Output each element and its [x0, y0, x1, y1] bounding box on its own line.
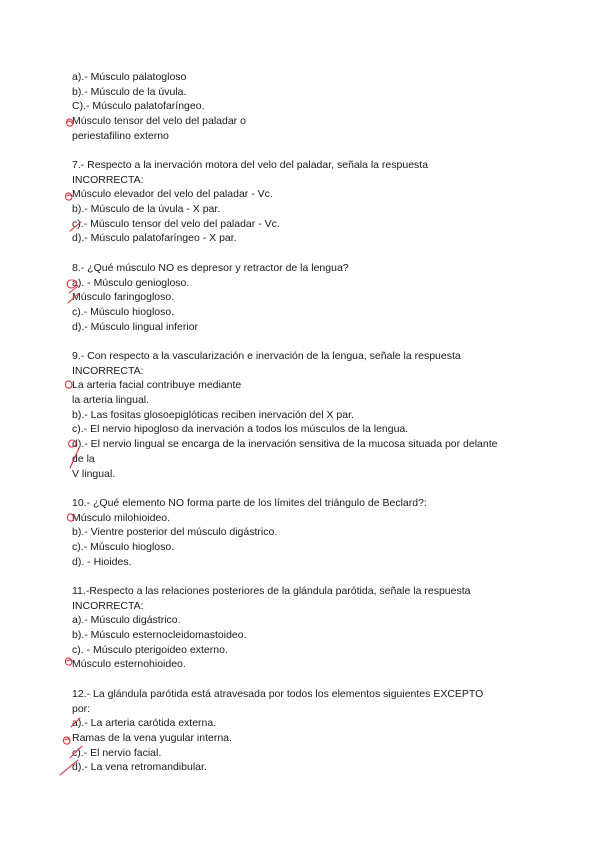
option-d: d).- La vena retromandibular. [72, 761, 207, 774]
answer-circle-mark [67, 280, 78, 293]
strike-mark [70, 222, 81, 231]
option-a-line-2: la arteria lingual. [72, 394, 150, 407]
answer-circle-mark [65, 193, 72, 200]
question-stem-line-2: INCORRECTA: [72, 599, 144, 612]
option-c: c).- Músculo tensor del velo del paladar - Vc. [72, 217, 280, 230]
option-d: d).- Músculo palatofaríngeo - X par. [72, 232, 237, 245]
option-a: a).- Músculo digástrico. [72, 614, 181, 627]
strike-mark [60, 746, 82, 775]
question-stem-line-2: INCORRECTA: [72, 364, 144, 377]
option-a: a). - Músculo geniogloso. [72, 276, 190, 289]
question-stem: 8.- ¿Qué músculo NO es depresor y retractor de la lengua? [72, 262, 349, 274]
strike-mark [68, 294, 78, 303]
option-d: Músculo esternohioideo. [72, 658, 186, 671]
question-stem-line-1: 11.-Respecto a las relaciones posteriores de la glándula parótida, señale la respuesta [72, 585, 471, 597]
option-b: b).- Vientre posterior del músculo digástrico. [72, 526, 278, 539]
option-c: c).- El nervio facial. [72, 746, 162, 759]
option-d-line-1: Músculo tensor del velo del paladar o [72, 115, 246, 128]
question-stem-line-1: 12.- La glándula parótida está atravesada por todos los elementos siguientes EXCEPTO [72, 688, 484, 700]
answer-circle-mark [63, 737, 70, 744]
option-d-line-3: V lingual. [72, 467, 116, 480]
option-a: a).- Músculo palatogloso [72, 71, 187, 83]
option-a: a).- La arteria carótida externa. [72, 717, 217, 730]
option-b: b).- Las fositas glosoepiglóticas reciben inervación del X par. [72, 408, 354, 421]
option-b: b).- Músculo de la úvula - X par. [72, 203, 221, 216]
option-c: C).- Músculo palatofaríngeo. [72, 100, 205, 113]
option-d-line-2: de la [72, 452, 95, 465]
answer-circle-mark [65, 381, 72, 388]
option-a: Músculo elevador del velo del paladar - Vc. [72, 188, 273, 201]
option-c: c). - Músculo pterigoideo externo. [72, 643, 228, 656]
option-b: b).- Músculo de la úvula. [72, 85, 187, 98]
option-b: b).- Músculo esternocleidomastoideo. [72, 629, 247, 642]
question-stem: 10.- ¿Qué elemento NO forma parte de los límites del triángulo de Beclard?: [72, 497, 427, 509]
question-stem-line-1: 9.- Con respecto a la vascularización e inervación de la lengua, señale la respuesta [72, 350, 461, 362]
answer-circle-mark [69, 440, 80, 468]
answer-circle-mark [65, 658, 72, 665]
option-c: c).- El nervio hipogloso da inervación a todos los músculos de la lengua. [72, 423, 409, 436]
question-stem-line-1: 7.- Respecto a la inervación motora del velo del paladar, señala la respuesta [72, 159, 429, 171]
question-stem-line-2: por: [72, 702, 91, 715]
option-d: d). - Hioides. [72, 555, 132, 568]
option-b: Músculo faringogloso. [72, 291, 175, 304]
answer-circle-mark [67, 514, 74, 521]
option-c: c).- Músculo hiogloso. [72, 541, 175, 554]
option-b: Ramas de la vena yugular interna. [72, 732, 232, 745]
option-d: d).- Músculo lingual inferior [72, 320, 199, 333]
option-d-line-2: periestafilino externo [72, 129, 169, 142]
option-a: Músculo milohioideo. [72, 511, 171, 524]
answer-circle-mark [66, 119, 73, 126]
option-d-line-1: d).- El nervio lingual se encarga de la inervación sensitiva de la mucosa situada por delante [72, 438, 498, 451]
question-stem-line-2: INCORRECTA: [72, 173, 144, 186]
option-c: c).- Músculo hiogloso. [72, 306, 175, 319]
strike-mark [71, 718, 80, 727]
option-a-line-1: La arteria facial contribuye mediante [72, 379, 242, 392]
